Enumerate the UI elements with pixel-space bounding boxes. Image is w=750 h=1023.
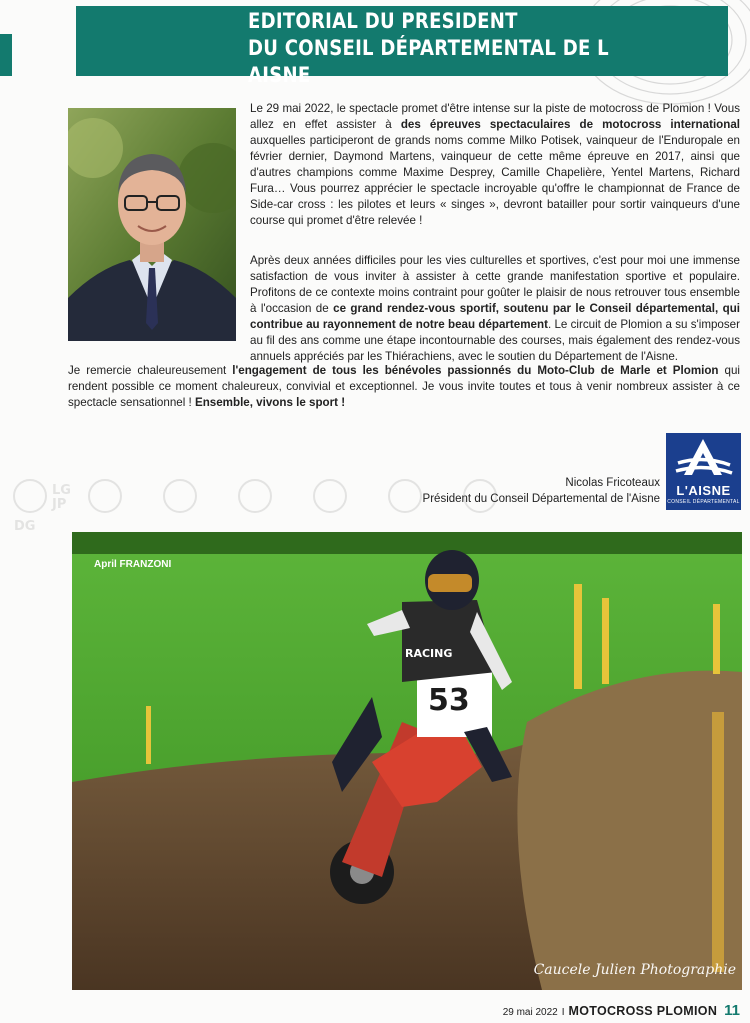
paragraph-context [250, 253, 740, 365]
signature-role: Président du Conseil Départemental de l'Aisne [422, 493, 660, 505]
p3-run-1: l'engagement de tous les bénévoles passionnés du Moto-Club de Marle et Plomion [232, 364, 719, 377]
watermark-mark-dg: DG [14, 519, 36, 534]
aisne-logo-name: L'AISNE [676, 483, 731, 498]
title-line-2: DU CONSEIL DÉPARTEMENTAL DE L AISNE [248, 36, 609, 87]
p2-run-1: ce grand rendez-vous sportif, soutenu par le Conseil départemental, qui contribue au rayonnement de notre beau département [250, 302, 740, 331]
watermark-mark-jp: JP [52, 497, 67, 512]
motocross-scene [72, 532, 742, 990]
photo-caption: April FRANZONI [94, 559, 172, 570]
president-portrait [68, 108, 236, 341]
jersey-text: RACING [405, 647, 453, 660]
footer-date: 29 mai 2022 [502, 1007, 558, 1018]
rider-number: 53 [428, 683, 470, 718]
p2-run-0: Après deux années difficiles pour les vies culturelles et sportives, c'est pour moi une immense satisfaction de vous inviter à assister à cette grande manifestation sportive et populaire. Profitons de ce contexte moins contraint pour goûter le plaisir de nous retrouver tous ensemble à l'occasion de [250, 254, 740, 315]
p1-run-1: des épreuves spectaculaires de motocross international [400, 118, 740, 131]
page-number: 11 [724, 1002, 740, 1019]
p3-run-3: Ensemble, vivons le sport ! [194, 396, 346, 409]
signature-name: Nicolas Fricoteaux [565, 477, 660, 489]
page-title [248, 8, 609, 89]
p3-run-0: Je remercie chaleureusement [68, 364, 233, 377]
watermark-mark-lg: LG [52, 483, 71, 498]
footer-magazine-name: MOTOCROSS PLOMION [568, 1004, 718, 1018]
left-edge-tab [0, 34, 12, 76]
p2-run-2: . Le circuit de Plomion a su s'imposer au fil des ans comme une étape incontournable des courses, mais également des rendez-vous annuels appréciés par les Thiérachiens, avec le soutien du Département de l'Aisne. [250, 318, 740, 363]
title-line-1: EDITORIAL DU PRESIDENT [248, 9, 518, 33]
page-footer [503, 1002, 740, 1020]
footer-separator: I [561, 1007, 565, 1018]
p3-run-2: qui rendent possible ce moment chaleureux, convivial et exceptionnel. Je vous invite toutes et tous à venir nombreux assister à ce spectacle sensationnel ! [68, 364, 740, 409]
aisne-logo [666, 433, 741, 510]
paragraph-intro [250, 101, 740, 229]
photographer-signature: Caucele Julien Photographie [533, 962, 736, 978]
p1-run-2: auxquelles participeront de grands noms comme Milko Potisek, vainqueur de l'Enduropale en février dernier, Daymond Martens, vainqueur de cette même épreuve en 2017, ainsi que d'autres champions comme Maxime Desprey, Camille Chapelière, Yentel Martens, Richard Fura… Vous pourrez apprécier le spectacle incroyable qu'offre le championnat de France de Side-car cross : les pilotes et leurs « singes », devront batailler pour sortir vainqueurs d'une course qui promet d'être relevée ! [250, 134, 740, 227]
photographer-watermark [0, 474, 560, 534]
paragraph-thanks [68, 363, 740, 411]
aisne-logo-mark [666, 433, 741, 483]
p1-run-0: Le 29 mai 2022, le spectacle promet d'être intense sur la piste de motocross de Plomion ! Vous allez en effet assister à [250, 102, 740, 131]
motocross-photo [72, 532, 742, 990]
aisne-logo-subtitle: CONSEIL DÉPARTEMENTAL [667, 499, 740, 505]
